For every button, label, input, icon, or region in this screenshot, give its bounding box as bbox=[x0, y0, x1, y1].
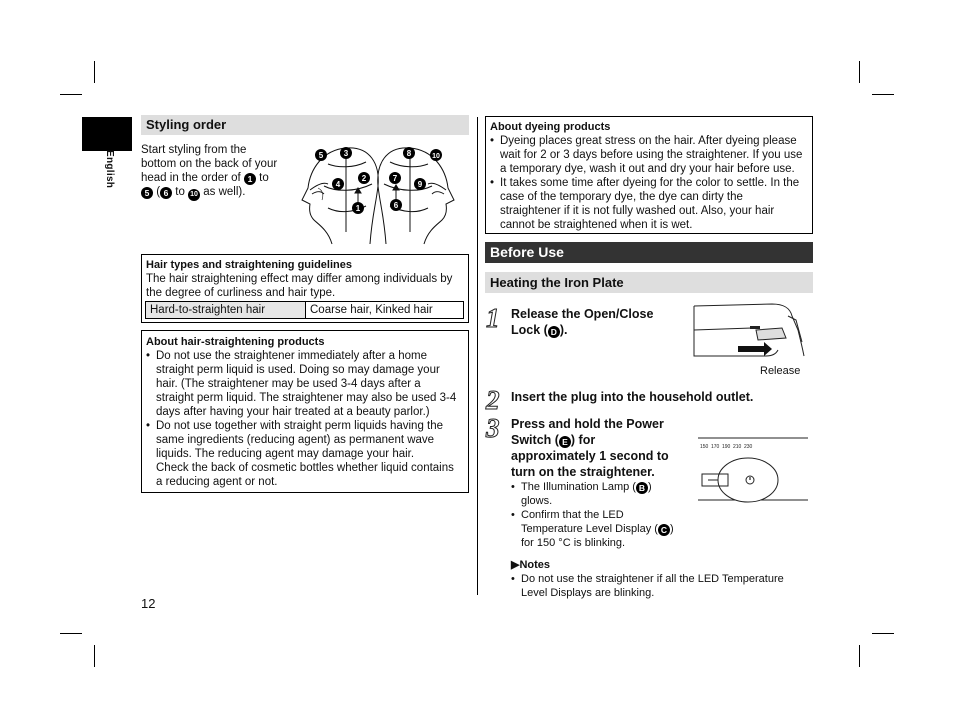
release-caption: Release bbox=[760, 365, 801, 377]
step-3-text bbox=[511, 416, 691, 480]
styling-line-1: Start styling from the bbox=[141, 144, 247, 156]
step-1-line-2 bbox=[511, 322, 691, 338]
products-b1-line: • Do not use the straightener immediately after a home bbox=[156, 350, 428, 362]
dyeing-b2-line: straightener if it is not fully washed out. Also, your hair bbox=[500, 205, 775, 217]
sub-1-post: ) bbox=[647, 481, 652, 493]
diagram-marker-3: 3 bbox=[343, 149, 349, 158]
column-divider bbox=[477, 117, 478, 595]
step-3-line-3: approximately 1 second to bbox=[511, 449, 669, 463]
display-label-190: 190 bbox=[722, 444, 731, 450]
dyeing-b1-line: a temporary dye, wash it out and dry your hair before use. bbox=[500, 163, 795, 175]
diagram-marker-1: 1 bbox=[355, 204, 361, 213]
step-2-text: Insert the plug into the household outlet. bbox=[511, 390, 754, 404]
styling-line-4-suffix: as well). bbox=[203, 186, 246, 198]
sub-1-pre: The Illumination Lamp ( bbox=[521, 481, 636, 493]
sub-2-line-1: • Confirm that the LED bbox=[521, 509, 624, 521]
products-b1-line: days after having your hair treated at a beauty parlor.) bbox=[156, 406, 430, 418]
products-b2-line: liquids. The reducing agent may damage your hair. bbox=[156, 448, 415, 460]
dyeing-b2-line: • It takes some time after dyeing for the color to settle. In the bbox=[500, 177, 800, 189]
hair-types-table-label: Hard-to-straighten hair bbox=[146, 302, 306, 318]
notes-line-1: • Do not use the straightener if all the LED Temperature bbox=[521, 573, 784, 585]
sub-1-line-1 bbox=[521, 480, 691, 494]
step-3-line-2-post: ) for bbox=[570, 433, 596, 447]
products-title: About hair-straightening products bbox=[146, 336, 325, 348]
styling-order-heading: Styling order bbox=[141, 115, 469, 135]
dyeing-b1-line: wait for 2 or 3 days before using the straightener. If you use bbox=[500, 149, 803, 161]
crop-mark bbox=[60, 94, 82, 95]
diagram-marker-4: 4 bbox=[335, 180, 341, 189]
sub-1-line-2: glows. bbox=[521, 495, 553, 507]
diagram-marker-9: 9 bbox=[417, 180, 423, 189]
diagram-marker-10: 10 bbox=[432, 153, 440, 160]
letter-d-badge: D bbox=[548, 326, 560, 338]
step-2-number: 2 bbox=[486, 385, 500, 415]
notes-heading-text: Notes bbox=[519, 559, 551, 571]
step-3-line-2 bbox=[511, 432, 691, 448]
step-1-line-1: Release the Open/Close bbox=[511, 307, 654, 321]
sub-2-pre: Temperature Level Display ( bbox=[521, 523, 658, 535]
dyeing-b2-line: cannot be straightened when it is wet. bbox=[500, 219, 693, 231]
styling-order-text bbox=[141, 143, 291, 201]
styling-line-3 bbox=[141, 171, 291, 185]
hair-types-title: Hair types and straightening guidelines bbox=[146, 259, 352, 271]
sub-2-line-2 bbox=[521, 522, 691, 536]
dyeing-bullet-1 bbox=[490, 134, 808, 176]
products-bullet-2 bbox=[146, 419, 464, 489]
styling-line-2: bottom on the back of your bbox=[141, 158, 278, 170]
play-triangle-icon: ▶ bbox=[511, 559, 520, 571]
products-b2-line: • Do not use together with straight perm liquids having the bbox=[156, 420, 444, 432]
marker-1: 1 bbox=[244, 173, 256, 185]
products-b2-line: Check the back of cosmetic bottles whether liquid contains bbox=[156, 462, 454, 474]
step-1-line-2-pre: Lock ( bbox=[511, 323, 548, 337]
styling-line-4 bbox=[141, 185, 291, 201]
step-3-sub-list bbox=[511, 480, 691, 550]
styling-line-4-to: to bbox=[175, 186, 185, 198]
crop-mark bbox=[60, 633, 82, 634]
dyeing-title: About dyeing products bbox=[490, 121, 611, 133]
diagram-marker-7: 7 bbox=[392, 174, 398, 183]
heating-heading: Heating the Iron Plate bbox=[485, 272, 813, 293]
step-3-number: 3 bbox=[486, 413, 500, 443]
paren-open: ( bbox=[156, 186, 161, 198]
dyeing-products-box bbox=[485, 116, 813, 234]
letter-b-badge: B bbox=[636, 482, 648, 494]
dyeing-b1-line: • Dyeing places great stress on the hair. After dyeing please bbox=[500, 135, 797, 147]
products-bullet-1 bbox=[146, 349, 464, 419]
diagram-marker-2: 2 bbox=[361, 174, 367, 183]
step-1-line-2-post: ). bbox=[559, 323, 568, 337]
styling-line-3-prefix: head in the order of bbox=[141, 172, 241, 184]
head-sections-diagram bbox=[288, 144, 468, 246]
notes-line-2: Level Displays are blinking. bbox=[521, 587, 655, 599]
crop-mark bbox=[872, 94, 894, 95]
letter-e-badge: E bbox=[559, 436, 571, 448]
notes-heading bbox=[511, 558, 550, 572]
marker-10: 10 bbox=[188, 189, 200, 201]
products-b1-line: straight perm liquid is used. Doing so may damage your bbox=[156, 364, 440, 376]
display-label-230: 230 bbox=[744, 444, 753, 450]
products-b2-line: same ingredients (reducing agent) as permanent wave bbox=[156, 434, 435, 446]
notes-bullet-1 bbox=[511, 572, 811, 600]
styling-line-3-to: to bbox=[259, 172, 269, 184]
diagram-marker-5: 5 bbox=[318, 151, 324, 160]
open-close-lock-illustration bbox=[692, 302, 806, 360]
language-label: English bbox=[104, 150, 115, 189]
marker-5: 5 bbox=[141, 187, 153, 199]
dyeing-b2-line: case of the temporary dye, the dye can dirty the bbox=[500, 191, 743, 203]
crop-mark bbox=[859, 645, 860, 667]
marker-6: 6 bbox=[160, 187, 172, 199]
display-label-210: 210 bbox=[733, 444, 742, 450]
display-label-150: 150 bbox=[700, 444, 709, 450]
straightening-products-box bbox=[141, 330, 469, 493]
dyeing-bullet-2 bbox=[490, 176, 808, 232]
notes-list bbox=[511, 572, 811, 600]
crop-mark bbox=[859, 61, 860, 83]
hair-types-line-1: The hair straightening effect may differ among individuals by bbox=[146, 273, 453, 285]
products-b1-line: straight perm liquid. The straightener may also be used 3-4 bbox=[156, 392, 457, 404]
products-b1-line: hair. (The straightener may be used 3-4 days after a bbox=[156, 378, 421, 390]
crop-mark bbox=[94, 61, 95, 83]
page-number: 12 bbox=[141, 596, 156, 611]
step-3-line-4: turn on the straightener. bbox=[511, 465, 655, 479]
step-3-sub-1 bbox=[511, 480, 691, 508]
step-3-line-1: Press and hold the Power bbox=[511, 417, 664, 431]
sub-2-post: ) bbox=[669, 523, 674, 535]
diagram-marker-8: 8 bbox=[406, 149, 412, 158]
crop-mark bbox=[94, 645, 95, 667]
language-tab-marker bbox=[82, 117, 132, 151]
hair-types-line-2: the degree of curliness and hair type. bbox=[146, 287, 336, 299]
crop-mark bbox=[872, 633, 894, 634]
hair-types-table bbox=[145, 301, 464, 319]
products-b2-line: a reducing agent or not. bbox=[156, 476, 278, 488]
step-3-line-2-pre: Switch ( bbox=[511, 433, 559, 447]
step-1-number: 1 bbox=[486, 303, 500, 333]
letter-c-badge: C bbox=[658, 524, 670, 536]
sub-2-line-3: for 150 °C is blinking. bbox=[521, 537, 626, 549]
display-label-170: 170 bbox=[711, 444, 720, 450]
diagram-marker-6: 6 bbox=[393, 201, 399, 210]
power-switch-illustration bbox=[698, 436, 810, 506]
before-use-heading: Before Use bbox=[485, 242, 813, 263]
step-3-sub-2 bbox=[511, 508, 691, 550]
step-1-text bbox=[511, 306, 691, 338]
hair-types-table-value: Coarse hair, Kinked hair bbox=[310, 304, 433, 316]
